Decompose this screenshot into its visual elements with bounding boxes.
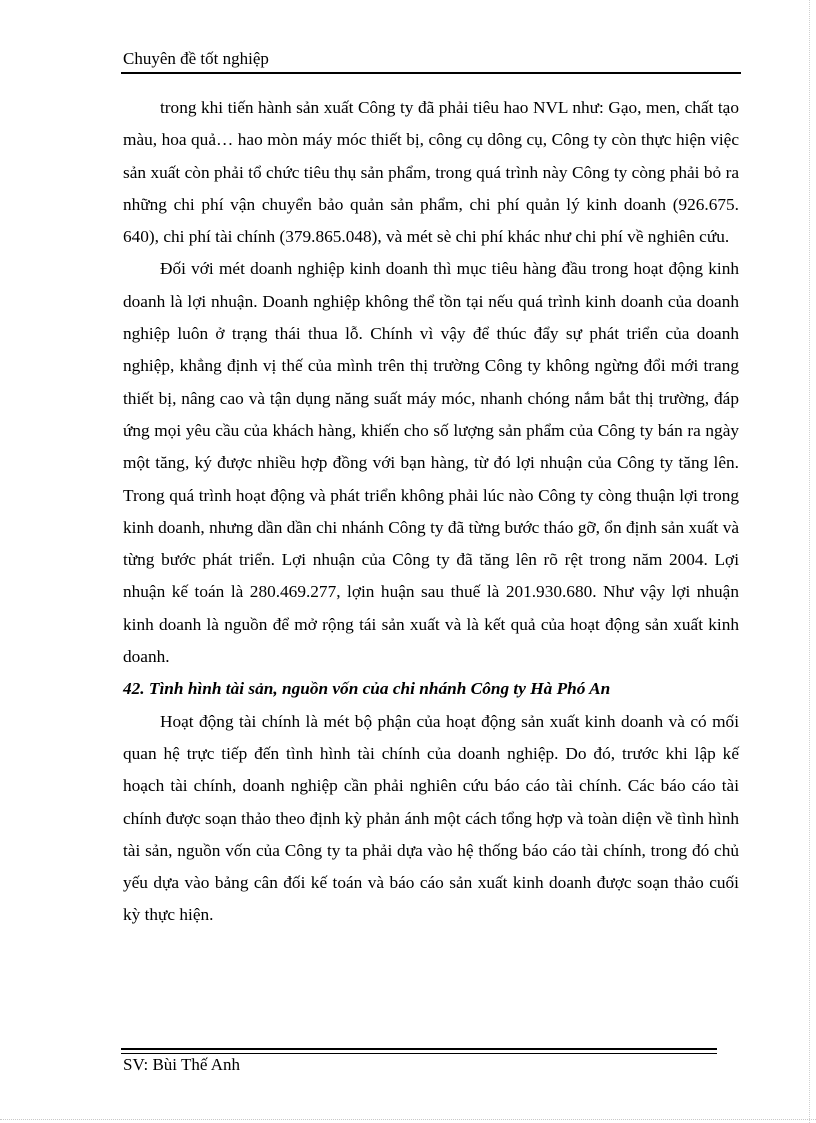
document-body [123,92,739,932]
page-footer-author: SV: Bùi Thế Anh [123,1055,240,1074]
paragraph-profit: Đối với mét doanh nghiệp kinh doanh thì mục tiêu hàng đầu trong hoạt động kinh doanh là lợi nhuận. Doanh nghiệp không thể tồn tại nếu quá trình kinh doanh của doanh nghiệp luôn ở trạng thái thua lỗ. Chính vì vậy để thúc đẩy sự phát triển của doanh nghiệp, khẳng định vị thế của mình trên thị trường Công ty không ngừng đổi mới trang thiết bị, nâng cao và tận dụng năng suất máy móc, nhanh chóng nắm bắt thị trường, đáp ứng mọi yêu cầu của khách hàng, khiến cho số lượng sản phẩm của Công ty bán ra ngày một tăng, ký được nhiều hợp đồng với bạn hàng, từ đó lợi nhuận của Công ty tăng lên. Trong quá trình hoạt động và phát triển không phải lúc nào Công ty còng thuận lợi trong kinh doanh, nhưng dần dần chi nhánh Công ty đã từng bước tháo gỡ, ổn định sản xuất và từng bước phát triển. Lợi nhuận của Công ty đã tăng lên rõ rệt trong năm 2004. Lợi nhuận kế toán là 280.469.277, lợin huận sau thuế là 201.930.680. Như vậy lợi nhuận kinh doanh là nguồn để mở rộng tái sản xuất và là kết quả của hoạt động sản xuất kinh doanh. [123,259,739,667]
paragraph-continuation: trong khi tiến hành sản xuất Công ty đã phải tiêu hao NVL như: Gạo, men, chất tạo màu, hoa quả… hao mòn máy móc thiết bị, công cụ dông cụ, Công ty còn thực hiện việc sản xuất còn phải tổ chức tiêu thụ sản phẩm, trong quá trình này Công ty còng phải bỏ ra những chi phí vận chuyển bảo quản sản phẩm, chi phí quản lý kinh doanh (926.675. 640), chi phí tài chính (379.865.048), và mét sè chi phí khác như chi phí về nghiên cứu. [123,98,739,247]
header-divider [121,72,741,74]
page-header-title: Chuyên đề tốt nghiệp [123,49,269,68]
paragraph-finance: Hoạt động tài chính là mét bộ phận của hoạt động sản xuất kinh doanh và có mối quan hệ trực tiếp đến tình hình tài chính của doanh nghiệp. Do đó, trước khi lập kế hoạch tài chính, doanh nghiệp cần phải nghiên cứu báo cáo tài chính. Các báo cáo tài chính được soạn thảo theo định kỳ phản ánh một cách tổng hợp và toàn diện về tình hình tài sản, nguồn vốn của Công ty ta phải dựa vào hệ thống báo cáo tài chính, trong đó chủ yếu dựa vào bảng cân đối kế toán và báo cáo sản xuất kinh doanh được soạn thảo cuối kỳ thực hiện. [123,711,739,925]
page-bottom-edge [0,1119,816,1120]
footer-divider-thick [121,1048,717,1050]
section-heading: 42. Tình hình tài sản, nguồn vốn của chi nhánh Công ty Hà Phó An [123,679,611,699]
page-right-edge [809,0,810,1123]
